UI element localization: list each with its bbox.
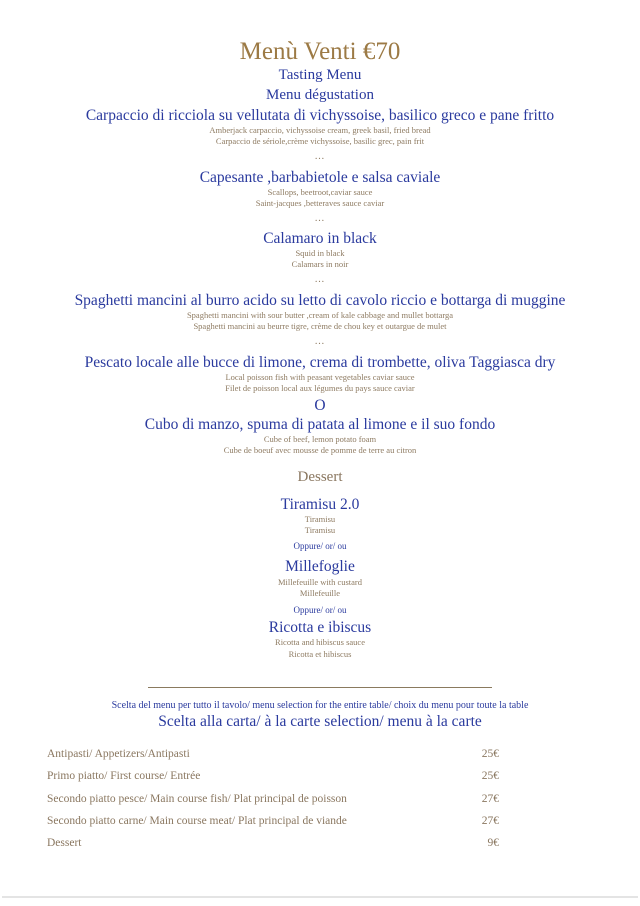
price-row-price: 27€ bbox=[481, 815, 499, 827]
course-4-name: Spaghetti mancini al burro acido su letto di cavolo riccio e bottarga di muggine bbox=[74, 292, 566, 309]
subtitle-french: Menu dégustation bbox=[266, 87, 374, 103]
dessert-heading: Dessert bbox=[297, 469, 343, 485]
price-row-label: Secondo piatto carne/ Main course meat/ Plat principal de viande bbox=[47, 815, 347, 827]
course-separator: … bbox=[314, 151, 326, 162]
course-2-english: Scallops, beetroot,caviar sauce bbox=[267, 187, 373, 197]
course-6-french: Cube de boeuf avec mousse de pomme de terre au citron bbox=[223, 445, 417, 455]
table-selection-note: Scelta del menu per tutto il tavolo/ menu selection for the entire table/ choix du menu pour toute la table bbox=[111, 700, 529, 711]
price-row-price: 27€ bbox=[481, 793, 499, 805]
course-6-name: Cubo di manzo, spuma di patata al limone e il suo fondo bbox=[144, 416, 496, 433]
price-row-secondo-pesce bbox=[47, 793, 499, 805]
dessert-2-name: Millefoglie bbox=[285, 558, 355, 575]
dessert-or-label: Oppure/ or/ ou bbox=[293, 541, 347, 551]
course-5-name: Pescato locale alle bucce di limone, crema di trombette, oliva Taggiasca dry bbox=[84, 354, 556, 371]
course-separator: … bbox=[314, 274, 326, 285]
course-4-french: Spaghetti mancini au beurre tigre, crème de chou key et outargue de mulet bbox=[193, 321, 447, 331]
dessert-1-english: Tiramisu bbox=[304, 514, 336, 524]
price-row-secondo-carne bbox=[47, 815, 499, 827]
course-3-name: Calamaro in black bbox=[263, 230, 377, 247]
dessert-or-label: Oppure/ or/ ou bbox=[293, 605, 347, 615]
course-4-english: Spaghetti mancini with sour butter ,cream of kale cabbage and mullet bottarga bbox=[186, 310, 454, 320]
price-row-label: Dessert bbox=[47, 837, 82, 849]
or-divider: O bbox=[314, 397, 326, 414]
dessert-3-english: Ricotta and hibiscus sauce bbox=[275, 637, 365, 647]
menu-title: Menù Venti €70 bbox=[239, 38, 401, 65]
subtitle-english: Tasting Menu bbox=[278, 67, 362, 83]
course-1-name: Carpaccio di ricciola su vellutata di vichyssoise, basilico greco e pane fritto bbox=[85, 107, 555, 124]
price-row-antipasti bbox=[47, 748, 499, 760]
course-3-english: Squid in black bbox=[295, 248, 345, 258]
dessert-2-english: Millefeuille with custard bbox=[277, 577, 363, 587]
dessert-2-french: Millefeuille bbox=[299, 588, 341, 598]
course-5-english: Local poisson fish with peasant vegetables caviar sauce bbox=[225, 372, 415, 382]
price-row-price: 25€ bbox=[481, 748, 499, 760]
dessert-1-french: Tiramisu bbox=[304, 525, 336, 535]
course-2-name: Capesante ,barbabietole e salsa caviale bbox=[199, 169, 441, 186]
dessert-3-french: Ricotta et hibiscus bbox=[288, 649, 352, 659]
price-row-dessert bbox=[47, 837, 499, 849]
course-separator: … bbox=[314, 336, 326, 347]
section-divider bbox=[148, 687, 492, 688]
price-row-price: 25€ bbox=[481, 770, 499, 782]
course-1-french: Carpaccio de sériole,crème vichyssoise, basilic grec, pain frit bbox=[215, 136, 425, 146]
page-bottom-edge bbox=[2, 896, 638, 898]
course-1-english: Amberjack carpaccio, vichyssoise cream, greek basil, fried bread bbox=[209, 125, 431, 135]
price-row-price: 9€ bbox=[487, 837, 499, 849]
dessert-3-name: Ricotta e ibiscus bbox=[268, 619, 372, 636]
price-row-label: Secondo piatto pesce/ Main course fish/ Plat principal de poisson bbox=[47, 793, 347, 805]
course-6-english: Cube of beef, lemon potato foam bbox=[263, 434, 377, 444]
a-la-carte-heading: Scelta alla carta/ à la carte selection/ menu à la carte bbox=[158, 713, 482, 730]
course-5-french: Filet de poisson local aux légumes du pays sauce caviar bbox=[225, 383, 415, 393]
dessert-1-name: Tiramisu 2.0 bbox=[280, 496, 360, 513]
course-separator: … bbox=[314, 213, 326, 224]
price-row-label: Antipasti/ Appetizers/Antipasti bbox=[47, 748, 190, 760]
course-2-french: Saint-jacques ,betteraves sauce caviar bbox=[255, 198, 385, 208]
price-row-label: Primo piatto/ First course/ Entrée bbox=[47, 770, 201, 782]
price-row-primo bbox=[47, 770, 499, 782]
course-3-french: Calamars in noir bbox=[291, 259, 349, 269]
